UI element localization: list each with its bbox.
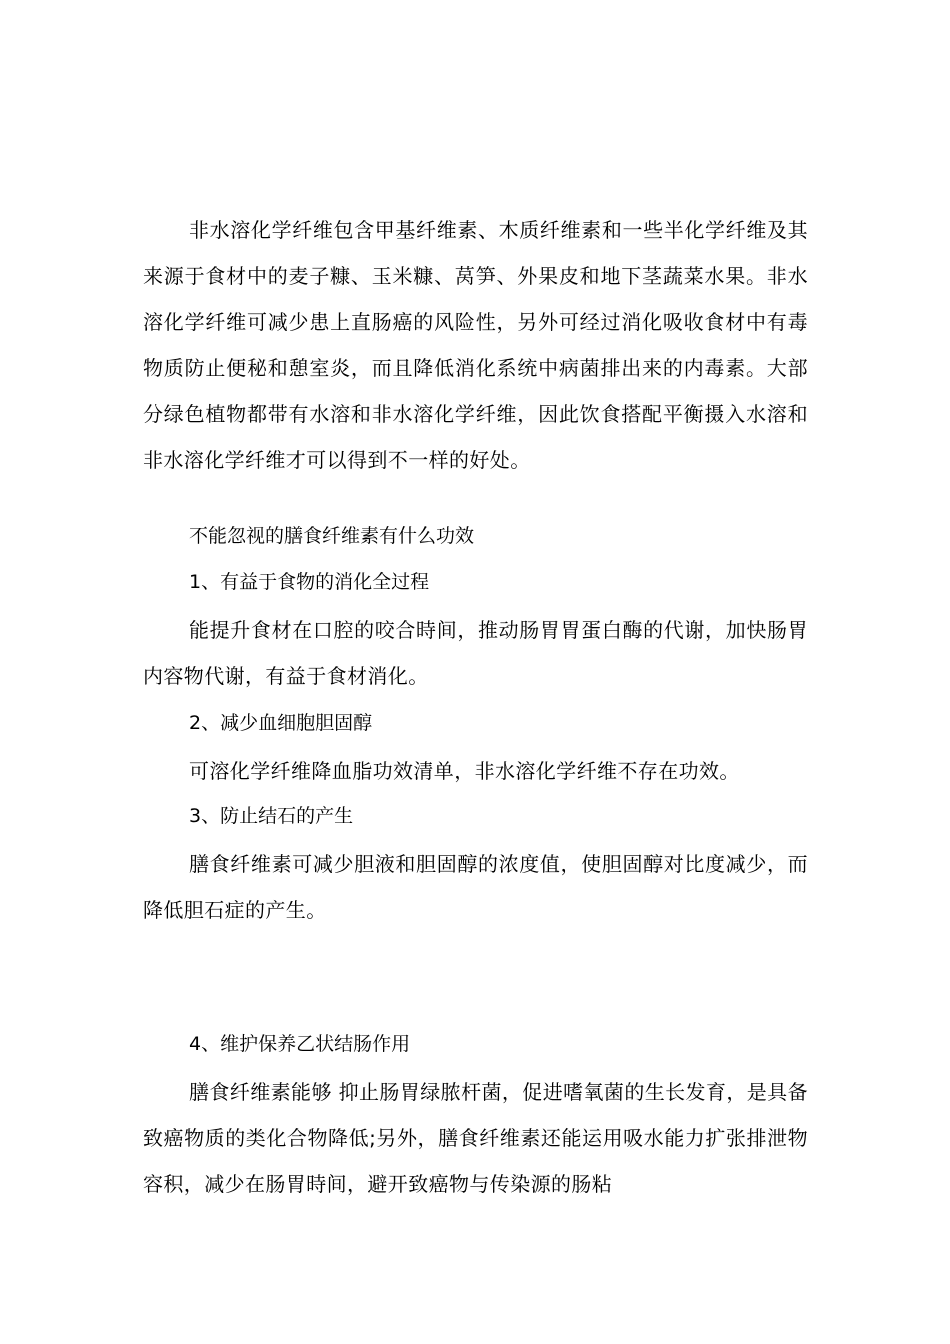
paragraph-gallstones: 膳食纤维素可减少胆液和胆固醇的浓度值，使胆固醇对比度减少，而降低胆石症的产生。 — [143, 852, 808, 922]
heading-cholesterol: 2、减少血细胞胆固醇 — [189, 712, 373, 734]
heading-digestion: 1、有益于食物的消化全过程 — [189, 571, 430, 593]
paragraph-digestion: 能提升食材在口腔的咬合時间，推动肠胃胃蛋白酶的代谢，加快肠胃内容物代谢，有益于食材消化。 — [143, 618, 808, 688]
paragraph-insoluble-fiber: 非水溶化学纤维包含甲基纤维素、木质纤维素和一些半化学纤维及其来源于食材中的麦子糠、玉米糠、莴笋、外果皮和地下茎蔬菜水果。非水溶化学纤维可减少患上直肠癌的风险性，另外可经过消化吸收食材中有毒物质防止便秘和憩室炎，而且降低消化系统中病菌排出来的内毒素。大部分绿色植物都带有水溶和非水溶化学纤维，因此饮食搭配平衡摄入水溶和非水溶化学纤维才可以得到不一样的好处。 — [143, 218, 808, 472]
heading-colon: 4、维护保养乙状结肠作用 — [189, 1033, 411, 1055]
section-title: 不能忽视的膳食纤维素有什么功效 — [189, 525, 475, 547]
paragraph-colon: 膳食纤维素能够 抑止肠胃绿脓杆菌，促进嗜氧菌的生长发育，是具备致癌物质的类化合物降低;另外，膳食纤维素还能运用吸水能力扩张排泄物容积，减少在肠胃時间，避开致癌物与传染源的肠粘 — [143, 1080, 808, 1196]
paragraph-cholesterol: 可溶化学纤维降血脂功效清单，非水溶化学纤维不存在功效。 — [189, 759, 740, 783]
heading-gallstones: 3、防止结石的产生 — [189, 805, 354, 827]
